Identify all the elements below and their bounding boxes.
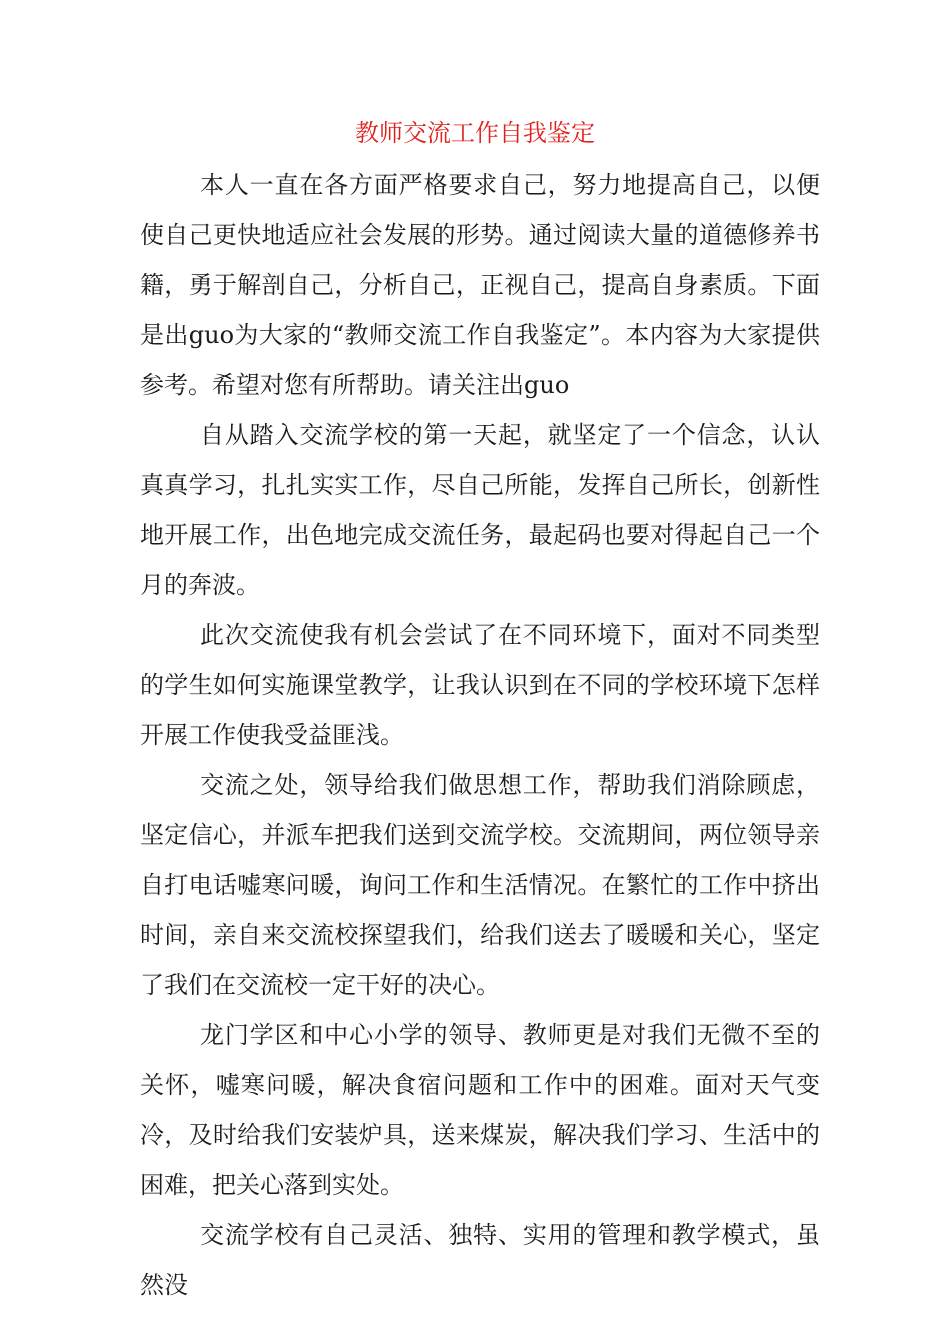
paragraph-school-model: 交流学校有自己灵活、独特、实用的管理和教学模式，虽然没 (140, 1221, 820, 1299)
paragraph-intro: 本人一直在各方面严格要求自己，努力地提高自己，以便使自己更快地适应社会发展的形势。通过阅读大量的道德修养书籍，勇于解剖自己，分析自己，正视自己，提高自身素质。下面是出guo为大家的“教师交流工作自我鉴定”。本内容为大家提供参考。希望对您有所帮助。请关注出guo (140, 171, 820, 399)
paragraph-leadership-care: 交流之处，领导给我们做思想工作，帮助我们消除顾虑，坚定信心，并派车把我们送到交流学校。交流期间，两位领导亲自打电话嘘寒问暖，询问工作和生活情况。在繁忙的工作中挤出时间，亲自来交流校探望我们，给我们送去了暖暖和关心，坚定了我们在交流校一定干好的决心。 (140, 771, 820, 999)
paragraph-longmen-support: 龙门学区和中心小学的领导、教师更是对我们无微不至的关怀，嘘寒问暖，解决食宿问题和工作中的困难。面对天气变冷，及时给我们安装炉具，送来煤炭，解决我们学习、生活中的困难，把关心落到实处。 (140, 1021, 820, 1199)
paragraph-first-day: 自从踏入交流学校的第一天起，就坚定了一个信念，认认真真学习，扎扎实实工作，尽自己所能，发挥自己所长，创新性地开展工作，出色地完成交流任务，最起码也要对得起自己一个月的奔波。 (140, 421, 820, 599)
paragraph-exchange-opportunity: 此次交流使我有机会尝试了在不同环境下，面对不同类型的学生如何实施课堂教学，让我认识到在不同的学校环境下怎样开展工作使我受益匪浅。 (140, 621, 820, 749)
document-body (140, 160, 820, 1310)
document-title: 教师交流工作自我鉴定 (355, 119, 595, 147)
